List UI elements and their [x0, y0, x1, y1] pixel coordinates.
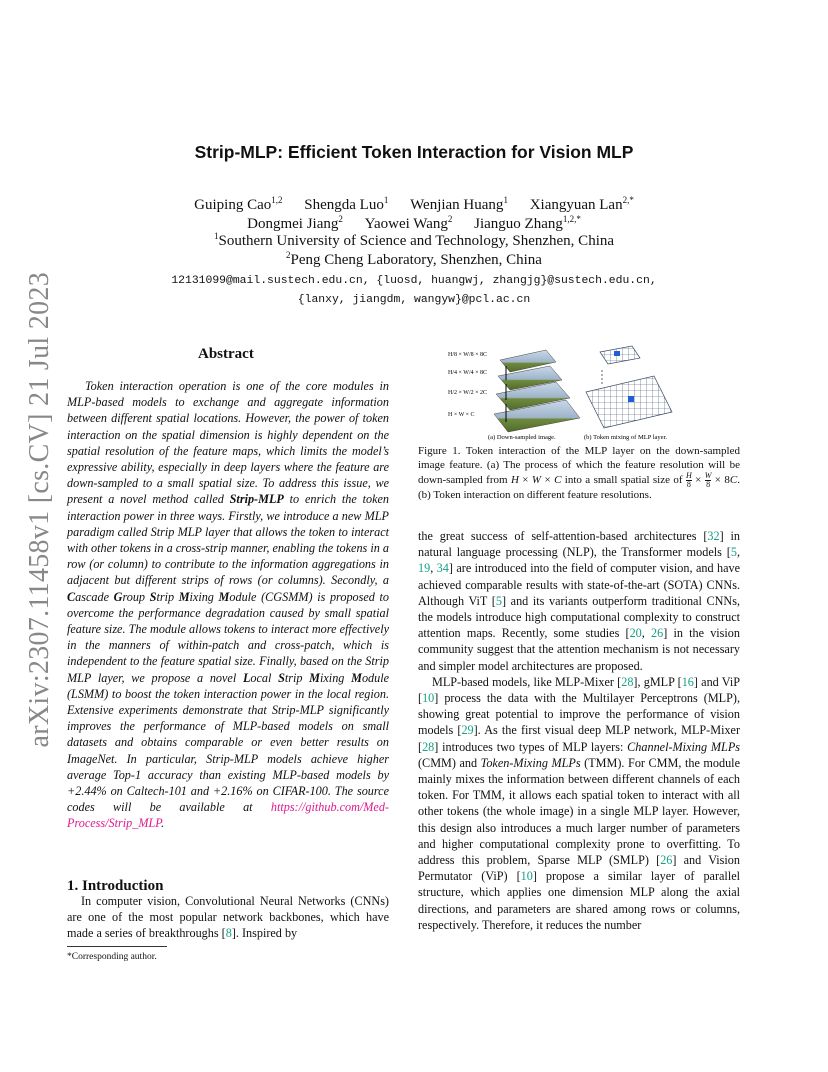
author: Dongmei Jiang$^2$ [247, 214, 343, 232]
fig-label-2: H/4 × W/4 × 8C [448, 370, 487, 376]
intro-body-left: In computer vision, Convolutional Neural Networks (CNNs) are one of the most popular network backbones, which have made a series of breakthroughs [8]. Inspired by [67, 894, 389, 941]
code-link[interactable]: https://github.com/Med-Process/Strip_MLP [67, 800, 389, 831]
author-line-1 [0, 196, 828, 215]
downsample-stack [494, 350, 580, 432]
footnote: *Corresponding author. [67, 952, 157, 962]
figure-1-caption: Figure 1. Token interaction of the MLP layer on the down-sampled image feature. (a) The process of which the feature resolution will be down-sampled from H × W × C into a small spatial size of $\frac{H}{8}$ × $\frac{W}{8}$ × 8C. (b) Token interaction on different feature resolutions. [418, 445, 740, 502]
author-line-2 [0, 215, 828, 234]
footnote-rule [67, 946, 167, 947]
author: Yaowei Wang$^2$ [364, 214, 453, 232]
subcaption-a: (a) Down-sampled image. [488, 434, 556, 441]
arxiv-stamp [20, 272, 60, 748]
intro-body-right: the great success of self-attention-based architectures [32] in natural language processing (NLP), the Transformer models [5, 19, 34] are introduced into the field of computer vision, and have achieved comparable results with state-of-the-art (SOTA) CNNs. Although ViT [5] and its variants outperform traditional CNNs, the models introduce high computational complexity to construct attention maps. Recently, some studies [20, 26] in the vision community suggest that the attention mechanism is not necessary and simpler model architectures are proposed. MLP-based models, like MLP-Mixer [28], gMLP [16] and ViP [10] process the data with the Multilayer Perceptrons (MLP), showing great potential to improve the performance of vision models [29]. As the first visual deep MLP network, MLP-Mixer [28] introduces two types of MLP layers: Channel-Mixing MLPs (CMM) and Token-Mixing MLPs (TMM). For CMM, the module mainly mixes the information between different channels of each token. For TMM, it allows each spatial token to interact with all other tokens (the whole image) in a single MLP layer. However, this design also introduces a much larger number of parameters and higher computational complexity prone to overfitting. To address this problem, Sparse MLP (SMLP) [26] and Vision Permutator (ViP) [10] propose a similar layer of parallel structure, which applies one dimension MLP along the axial directions, and parameters are shared among rows or columns, respectively. Therefore, it reduces the number [418, 529, 741, 932]
abstract-body: Token interaction operation is one of the core modules in MLP-based models to exchange and aggregate information between different spatial locations. However, the power of token interaction on the spatial dimension is highly dependent on the spatial resolution of the feature maps, which limits the model’s expressive ability, especially in deep layers where the feature are down-sampled to a small spatial size. To address this issue, we present a novel method called Strip-MLP to enrich the token interaction power in three ways. Firstly, we introduce a new MLP paradigm called Strip MLP layer that allows the token to interact with other tokens in a cross-strip manner, enabling the tokens in a row (or column) to contribute to the information aggregations in adjacent but different strips of rows (or columns). Secondly, a Cascade Group Strip Mixing Module (CGSMM) is proposed to overcome the performance degradation caused by small spatial feature size. The module allows tokens to interact more effectively in the manners of within-patch and cross-patch, which is independent to the feature spatial size. Finally, based on the Strip MLP layer, we propose a novel Local Strip Mixing Module (LSMM) to boost the token interaction power in the local region. Extensive experiments demonstrate that Strip-MLP significantly improves the performance of MLP-based models on small datasets and obtains comparable or even better results on ImageNet. In particular, Strip-MLP models achieve higher average Top-1 accuracy than existing MLP-based models by +2.44% on Caltech-101 and +2.16% on CIFAR-100. The source codes will be available at https://github.com/Med-Process/Strip_MLP. [67, 379, 390, 831]
author: Jianguo Zhang$^{1,2,*}$ [474, 214, 581, 232]
figure-1-graphic [418, 342, 740, 442]
author: Xiangyuan Lan$^{2,*}$ [529, 195, 634, 213]
abstract-heading: Abstract [198, 346, 254, 362]
author-list [0, 196, 828, 234]
arxiv-stamp-text: arXiv:2307.11458v1 [cs.CV] 21 Jul 2023 [24, 272, 55, 748]
paper-title: Strip-MLP: Efficient Token Interaction for Vision MLP [194, 142, 634, 162]
fig-label-4: H × W × C [448, 412, 475, 418]
affiliation-1: $^1$Southern University of Science and Technology, Shenzhen, China [213, 231, 615, 249]
fig-label-1: H/8 × W/8 × 8C [448, 352, 487, 358]
fig-label-3: H/2 × W/2 × 2C [448, 390, 487, 396]
intro-heading: 1. Introduction [67, 878, 164, 894]
subcaption-b: (b) Token mixing of MLP layer. [584, 434, 667, 441]
author: Shengda Luo$^1$ [304, 195, 389, 213]
token-mixing-grid [586, 346, 672, 428]
figure-1 [418, 342, 740, 442]
email-line-2: {lanxy, jiangdm, wangyw}@pcl.ac.cn [297, 294, 531, 306]
author: Guiping Cao$^{1,2}$ [194, 195, 283, 213]
affiliation-2: $^2$Peng Cheng Laboratory, Shenzhen, China [286, 250, 542, 268]
author: Wenjian Huang$^1$ [410, 195, 508, 213]
email-line-1: 12131099@mail.sustech.edu.cn, {luosd, huangwj, zhangjg}@sustech.edu.cn, [171, 275, 657, 287]
